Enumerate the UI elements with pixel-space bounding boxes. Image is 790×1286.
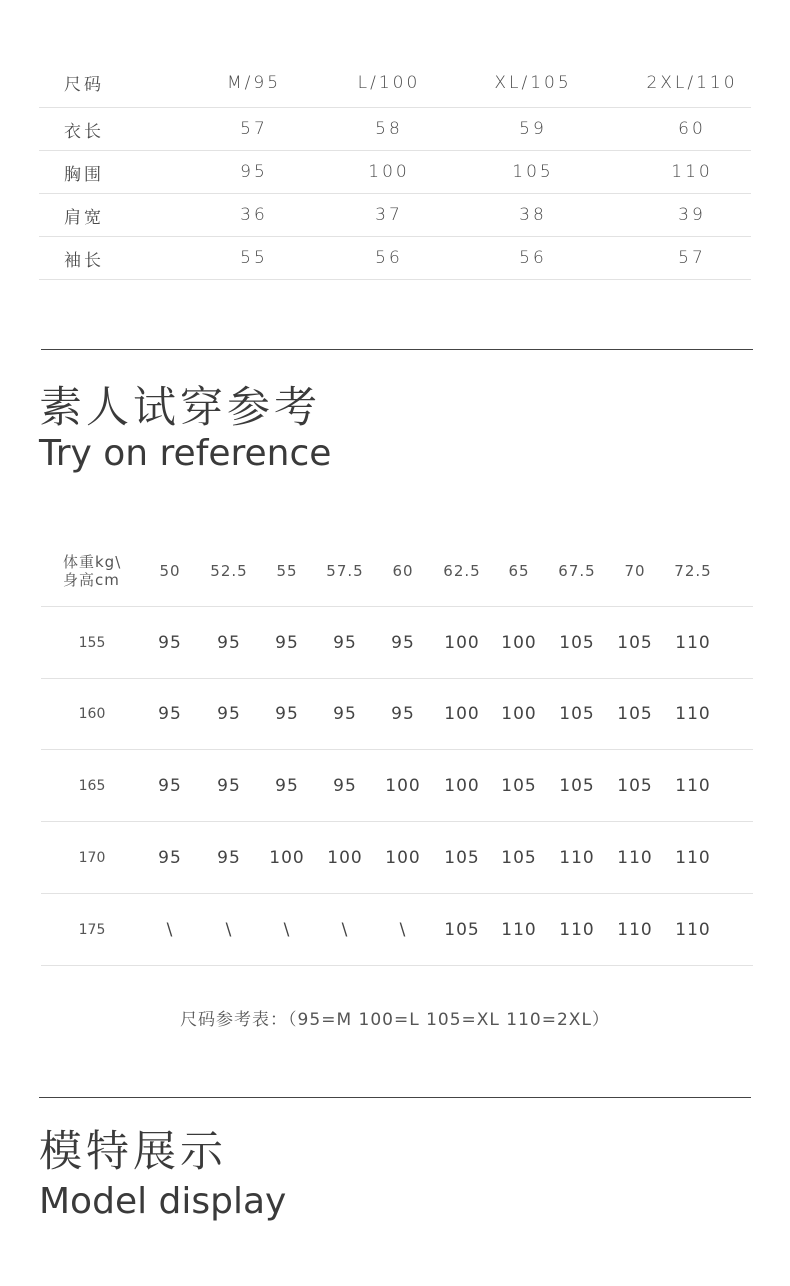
table-cell: 100 bbox=[368, 162, 410, 182]
weight-header: 55 bbox=[276, 561, 298, 580]
weight-header: 65 bbox=[508, 561, 530, 580]
table-cell: 100 bbox=[269, 847, 305, 868]
table-cell: 100 bbox=[501, 704, 537, 724]
table-cell: 110 bbox=[501, 919, 537, 940]
size-header-2xl: 2XL/110 bbox=[646, 72, 738, 93]
table-row bbox=[41, 679, 753, 750]
table-cell: 56 bbox=[375, 248, 403, 268]
size-reference-note: 尺码参考表：（95=M 100=L 105=XL 110=2XL） bbox=[180, 1010, 610, 1030]
row-label: 肩宽 bbox=[64, 207, 104, 228]
table-cell: 39 bbox=[678, 205, 706, 225]
table-row bbox=[39, 237, 751, 280]
weight-header: 70 bbox=[624, 561, 646, 580]
table-cell: 95 bbox=[217, 704, 241, 724]
table-cell: 105 bbox=[617, 775, 653, 796]
table-cell: 95 bbox=[275, 632, 299, 653]
table-cell: 95 bbox=[158, 632, 182, 653]
table-cell: 95 bbox=[217, 632, 241, 653]
table-row bbox=[41, 894, 753, 966]
table-cell: 100 bbox=[444, 704, 480, 724]
size-header-m: M/95 bbox=[226, 72, 282, 93]
table-row bbox=[39, 151, 751, 194]
table-cell: 105 bbox=[512, 162, 554, 182]
table-cell: 95 bbox=[158, 704, 182, 724]
height-label: 160 bbox=[78, 706, 106, 722]
weight-header: 52.5 bbox=[210, 561, 248, 580]
table-cell: 110 bbox=[675, 632, 711, 653]
table-cell: 105 bbox=[559, 775, 595, 796]
table-cell: 105 bbox=[559, 632, 595, 653]
table-cell: \ bbox=[341, 919, 349, 940]
table-cell: 105 bbox=[501, 847, 537, 868]
table-cell: 95 bbox=[217, 847, 241, 868]
table-cell: 37 bbox=[375, 205, 403, 225]
table-cell: 110 bbox=[675, 704, 711, 724]
model-title-en: Model display bbox=[39, 1181, 287, 1222]
table-cell: \ bbox=[283, 919, 291, 940]
table-cell: 105 bbox=[617, 704, 653, 724]
table-cell: 95 bbox=[391, 704, 415, 724]
table-cell: 100 bbox=[385, 847, 421, 868]
table-row bbox=[39, 108, 751, 151]
table-cell: 59 bbox=[519, 119, 547, 139]
table-cell: 100 bbox=[501, 632, 537, 653]
weight-header: 60 bbox=[392, 561, 414, 580]
table-cell: 60 bbox=[678, 119, 706, 139]
table-cell: 95 bbox=[333, 632, 357, 653]
row-label: 衣长 bbox=[64, 121, 104, 142]
weight-header: 50 bbox=[159, 561, 181, 580]
size-header-xl: XL/105 bbox=[494, 72, 572, 93]
table-cell: 105 bbox=[501, 775, 537, 796]
table-cell: 110 bbox=[675, 919, 711, 940]
table-cell: 110 bbox=[617, 919, 653, 940]
table-row bbox=[41, 750, 753, 822]
table-cell: 110 bbox=[559, 847, 595, 868]
tryon-header-row bbox=[41, 535, 753, 607]
weight-header: 72.5 bbox=[674, 561, 712, 580]
table-cell: 110 bbox=[675, 775, 711, 796]
table-cell: 36 bbox=[240, 205, 268, 225]
height-label: 170 bbox=[78, 849, 106, 866]
table-cell: \ bbox=[399, 919, 407, 940]
table-cell: 57 bbox=[240, 119, 268, 139]
table-cell: 105 bbox=[444, 919, 480, 940]
table-cell: 38 bbox=[519, 205, 547, 225]
table-cell: 95 bbox=[240, 162, 268, 182]
row-label: 胸围 bbox=[64, 164, 104, 185]
table-cell: 95 bbox=[333, 775, 357, 796]
size-header-label: 尺码 bbox=[64, 75, 104, 95]
table-cell: 55 bbox=[240, 248, 268, 268]
size-table-header bbox=[39, 58, 751, 108]
corner-height-label: 身高cm bbox=[63, 570, 120, 589]
table-cell: 100 bbox=[327, 847, 363, 868]
corner-weight-label: 体重kg\ bbox=[63, 552, 122, 571]
model-title-cn: 模特展示 bbox=[39, 1127, 227, 1177]
table-cell: 95 bbox=[158, 775, 182, 796]
table-row bbox=[41, 822, 753, 894]
table-cell: 95 bbox=[217, 775, 241, 796]
table-row bbox=[39, 194, 751, 237]
table-cell: 110 bbox=[675, 847, 711, 868]
table-cell: 58 bbox=[375, 119, 403, 139]
size-header-l: L/100 bbox=[357, 72, 421, 93]
table-cell: 95 bbox=[158, 847, 182, 868]
height-label: 165 bbox=[78, 777, 106, 794]
table-cell: 56 bbox=[519, 248, 547, 268]
row-label: 袖长 bbox=[64, 250, 104, 271]
table-cell: 95 bbox=[391, 632, 415, 653]
table-cell: 110 bbox=[671, 162, 713, 182]
table-cell: 57 bbox=[678, 248, 706, 268]
height-label: 155 bbox=[78, 634, 106, 651]
table-cell: \ bbox=[225, 919, 233, 940]
weight-header: 62.5 bbox=[443, 561, 481, 580]
table-cell: 105 bbox=[617, 632, 653, 653]
section-divider bbox=[39, 1097, 751, 1098]
height-label: 175 bbox=[78, 921, 106, 938]
table-cell: 100 bbox=[444, 632, 480, 653]
section-divider bbox=[41, 349, 753, 350]
table-cell: 105 bbox=[444, 847, 480, 868]
tryon-table bbox=[41, 535, 753, 966]
weight-header: 57.5 bbox=[326, 561, 364, 580]
table-cell: 95 bbox=[275, 704, 299, 724]
table-cell: \ bbox=[166, 919, 174, 940]
size-table bbox=[39, 58, 751, 280]
tryon-title-en: Try on reference bbox=[39, 433, 332, 474]
table-row bbox=[41, 607, 753, 679]
table-cell: 95 bbox=[333, 704, 357, 724]
table-cell: 105 bbox=[559, 704, 595, 724]
tryon-corner-label bbox=[63, 535, 121, 606]
table-cell: 95 bbox=[275, 775, 299, 796]
table-cell: 100 bbox=[385, 775, 421, 796]
table-cell: 100 bbox=[444, 775, 480, 796]
table-cell: 110 bbox=[559, 919, 595, 940]
table-cell: 110 bbox=[617, 847, 653, 868]
weight-header: 67.5 bbox=[558, 561, 596, 580]
tryon-title-cn: 素人试穿参考 bbox=[39, 383, 321, 433]
